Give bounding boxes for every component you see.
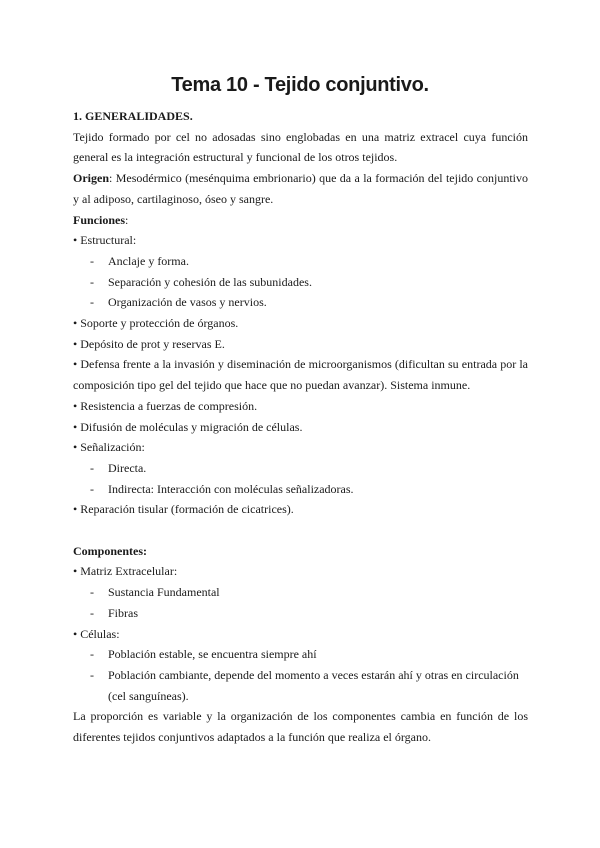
intro-paragraph: Tejido formado por cel no adosadas sino englobadas en una matriz extracel cuya función general es la integración estructural y funcional de los otros tejidos. — [73, 129, 528, 165]
dash-marker: - — [90, 295, 94, 310]
component-subitem-text: Población estable, se encuentra siempre ahí — [108, 647, 317, 662]
function-subitem-text: Anclaje y forma. — [108, 253, 189, 268]
dash-marker: - — [90, 481, 94, 496]
function-subitem — [90, 479, 528, 500]
function-sublist — [73, 458, 528, 499]
page-title: Tema 10 - Tejido conjuntivo. — [171, 74, 429, 96]
origin-text: : Mesodérmico (mesénquima embrionario) que da a la formación del tejido conjuntivo y al adiposo, cartilaginoso, óseo y sangre. — [73, 171, 528, 206]
dash-marker: - — [90, 647, 94, 662]
bullet-marker: • — [73, 357, 78, 372]
function-item-text: Defensa frente a la invasión y diseminación de microorganismos (dificultan su entrada por la composición tipo gel del tejido que hace que no puedan avanzar). Sistema inmune. — [73, 357, 529, 393]
component-item — [73, 561, 528, 623]
bullet-marker: • — [73, 336, 78, 351]
function-item — [73, 354, 528, 395]
component-subitem — [90, 644, 528, 665]
function-subitem — [90, 272, 528, 293]
components-list — [73, 561, 528, 706]
function-subitem-text: Separación y cohesión de las subunidades. — [108, 274, 312, 289]
function-subitem — [90, 251, 528, 272]
bullet-marker: • — [73, 502, 78, 517]
component-item-text: Matriz Extracelular: — [80, 564, 178, 579]
component-subitem — [90, 582, 528, 603]
function-subitem-text: Directa. — [108, 460, 147, 475]
bullet-marker: • — [73, 398, 78, 413]
functions-heading: Funciones: — [73, 212, 129, 227]
component-sublist — [73, 582, 528, 623]
function-item-text: Estructural: — [80, 233, 137, 248]
function-item — [73, 334, 528, 355]
function-item-text: Resistencia a fuerzas de compresión. — [80, 398, 258, 413]
component-subitem-text: Población cambiante, depende del momento a veces estarán ahí y otras en circulación (cel sanguíneas). — [108, 667, 519, 703]
bullet-marker: • — [73, 419, 78, 434]
dash-marker: - — [90, 667, 94, 682]
function-item-text: Depósito de prot y reservas E. — [80, 336, 225, 351]
function-subitem-text: Indirecta: Interacción con moléculas señalizadoras. — [108, 481, 354, 496]
bullet-marker: • — [73, 440, 78, 455]
bullet-marker: • — [73, 316, 78, 331]
origin-paragraph — [73, 168, 528, 209]
function-item-text: Difusión de moléculas y migración de células. — [80, 419, 303, 434]
component-subitem — [90, 665, 528, 706]
dash-marker: - — [90, 274, 94, 289]
function-item-text: Reparación tisular (formación de cicatrices). — [80, 502, 294, 517]
function-item — [73, 396, 528, 417]
component-item — [73, 624, 528, 707]
function-subitem-text: Organización de vasos y nervios. — [108, 295, 267, 310]
spacer — [73, 520, 528, 541]
component-sublist — [73, 644, 528, 706]
function-item — [73, 499, 528, 520]
function-item — [73, 417, 528, 438]
closing-paragraph: La proporción es variable y la organización de los componentes cambia en función de los diferentes tejidos conjuntivos adaptados a la función que realiza el órgano. — [73, 709, 528, 745]
functions-label: Funciones — [73, 212, 126, 227]
components-heading: Componentes: — [73, 543, 147, 558]
function-subitem — [90, 458, 528, 479]
origin-label: Origen — [73, 171, 109, 186]
component-subitem-text: Sustancia Fundamental — [108, 585, 220, 600]
function-subitem — [90, 292, 528, 313]
dash-marker: - — [90, 605, 94, 620]
function-item — [73, 313, 528, 334]
dash-marker: - — [90, 460, 94, 475]
document-body — [73, 106, 528, 748]
component-subitem-text: Fibras — [108, 605, 138, 620]
function-item-text: Señalización: — [80, 440, 145, 455]
function-item — [73, 437, 528, 499]
function-item-text: Soporte y protección de órganos. — [80, 316, 239, 331]
section-heading: 1. GENERALIDADES. — [73, 109, 193, 123]
bullet-marker: • — [73, 564, 78, 579]
dash-marker: - — [90, 253, 94, 268]
dash-marker: - — [90, 585, 94, 600]
bullet-marker: • — [73, 233, 78, 248]
function-item — [73, 230, 528, 313]
component-subitem — [90, 603, 528, 624]
functions-list — [73, 230, 528, 520]
component-item-text: Células: — [80, 626, 120, 641]
bullet-marker: • — [73, 626, 78, 641]
function-sublist — [73, 251, 528, 313]
